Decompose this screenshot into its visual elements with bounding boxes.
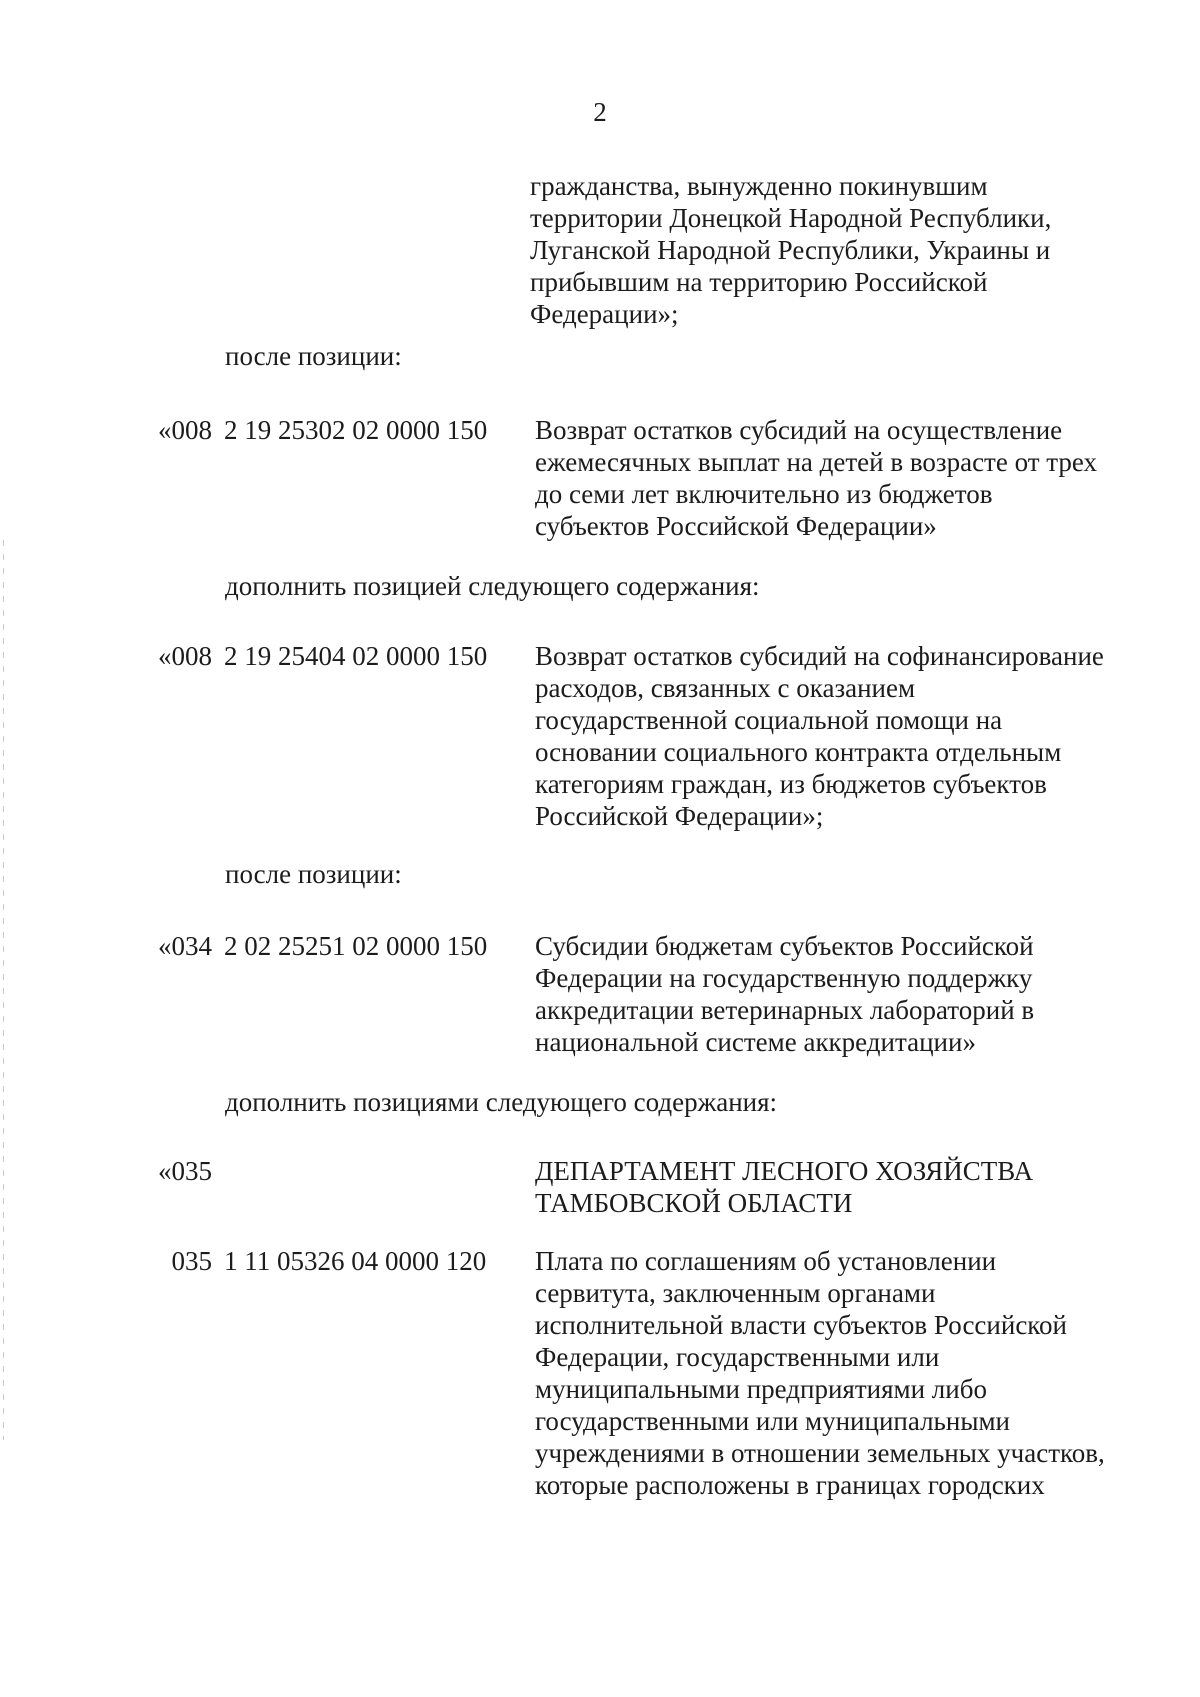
classification-code: 2 02 25251 02 0000 150 (224, 931, 488, 961)
text-line: муниципальными предприятиями либо (535, 1374, 987, 1404)
text-line: национальной системе аккредитации» (535, 1027, 976, 1057)
text-line: гражданства, вынужденно покинувшим (530, 171, 988, 201)
text-line: Возврат остатков субсидий на осуществление (535, 415, 1063, 445)
entry-description (535, 930, 1175, 1058)
continued-description (530, 170, 1170, 330)
entry-description (535, 414, 1175, 542)
text-line: ДЕПАРТАМЕНТ ЛЕСНОГО ХОЗЯЙСТВА (535, 1156, 1034, 1186)
instruction-after-position: после позиции: (225, 341, 402, 371)
text-line: субъектов Российской Федерации» (535, 511, 937, 541)
text-line: Федерации на государственную поддержку (535, 963, 1033, 993)
text-line: сервитута, заключенным органами (535, 1278, 936, 1308)
admin-code: «008 (158, 415, 212, 445)
admin-code: «034 (158, 931, 212, 961)
classification-code: 2 19 25302 02 0000 150 (224, 415, 488, 445)
instruction-add-positions: дополнить позициями следующего содержания: (225, 1087, 778, 1117)
text-line: категориям граждан, из бюджетов субъектов (535, 769, 1047, 799)
page-number: 2 (593, 97, 607, 127)
text-line: Федерации»; (530, 299, 679, 329)
text-line: исполнительной власти субъектов Российской (535, 1310, 1067, 1340)
text-line: Федерации, государственными или (535, 1342, 940, 1372)
text-line: государственной социальной помощи на (535, 705, 1003, 735)
text-line: расходов, связанных с оказанием (535, 673, 916, 703)
text-line: до семи лет включительно из бюджетов (535, 479, 993, 509)
text-line: прибывшим на территорию Российской (530, 267, 988, 297)
admin-code: «035 (158, 1156, 212, 1186)
text-line: Возврат остатков субсидий на софинансирование (535, 641, 1104, 671)
admin-code: 035 (171, 1246, 212, 1276)
instruction-add-position: дополнить позицией следующего содержания: (225, 571, 760, 601)
department-name (535, 1155, 1175, 1219)
classification-code: 1 11 05326 04 0000 120 (224, 1246, 487, 1276)
text-line: которые расположены в границах городских (535, 1470, 1045, 1500)
text-line: государственными или муниципальными (535, 1406, 1010, 1436)
text-line: основании социального контракта отдельным (535, 737, 1062, 767)
text-line: территории Донецкой Народной Республики, (530, 203, 1052, 233)
classification-code: 2 19 25404 02 0000 150 (224, 641, 488, 671)
text-line: учреждениями в отношении земельных участков, (535, 1438, 1105, 1468)
text-line: Субсидии бюджетам субъектов Российской (535, 931, 1034, 961)
entry-description (535, 1245, 1175, 1501)
text-line: Российской Федерации»; (535, 801, 824, 831)
entry-description (535, 640, 1175, 832)
admin-code: «008 (158, 641, 212, 671)
text-line: Плата по соглашениям об установлении (535, 1246, 997, 1276)
text-line: ТАМБОВСКОЙ ОБЛАСТИ (535, 1188, 853, 1218)
instruction-after-position: после позиции: (225, 859, 402, 889)
text-line: аккредитации ветеринарных лабораторий в (535, 995, 1035, 1025)
text-line: ежемесячных выплат на детей в возрасте от трех (535, 447, 1098, 477)
scan-margin-artifact (3, 540, 4, 1440)
text-line: Луганской Народной Республики, Украины и (530, 235, 1051, 265)
